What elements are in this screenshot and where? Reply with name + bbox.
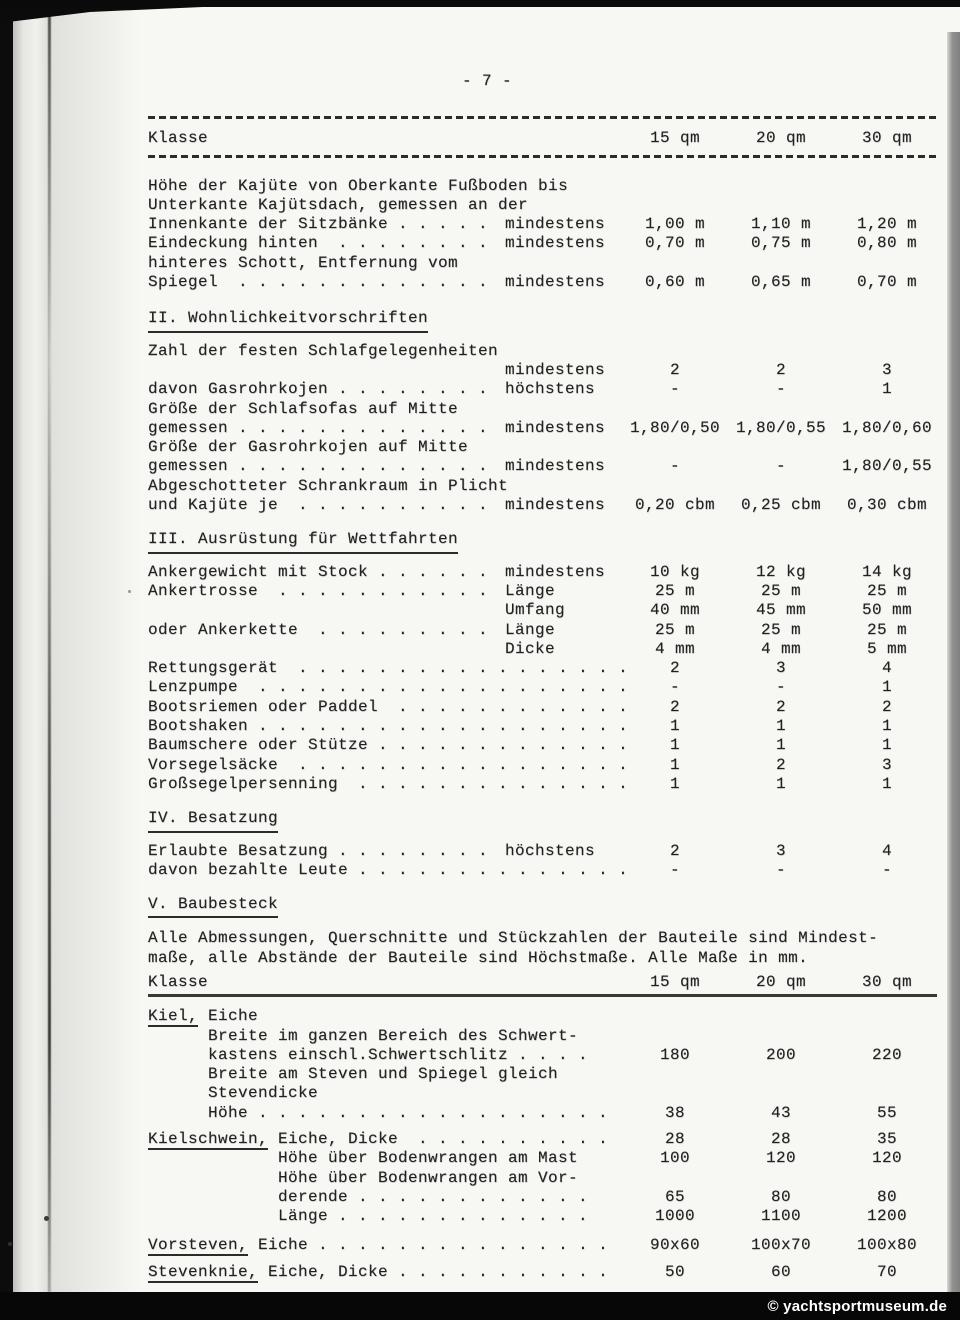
copyright-credit: © yachtsportmuseum.de: [767, 1297, 947, 1315]
term-stevenknie: Stevenknie,: [148, 1262, 259, 1281]
section-heading-wohnlichkeit: II. Wohnlichkeitvorschriften: [148, 309, 940, 332]
spec-row: Ankertrosse . . . . . . . . . . . Länge 25 m 25 m 25 m: [148, 581, 907, 600]
spec-row: Lenzpumpe . . . . . . . . . . . . . . . . . . . - - 1: [148, 678, 892, 697]
spec-row: Dicke 4 mm 4 mm 5 mm: [505, 639, 907, 658]
spec-row: Länge . . . . . . . . . . . . . 1000 1100 1200: [278, 1207, 907, 1226]
section-besatzung-rows: [148, 842, 940, 881]
spec-row: Höhe der Kajüte von Oberkante Fußboden bis: [148, 176, 569, 195]
baubesteck-note-line2: maße, alle Abstände der Bauteile sind Höchstmaße. Alle Maße in mm.: [148, 948, 809, 967]
baubesteck-header-row: [148, 973, 937, 997]
spec-row: Ankergewicht mit Stock . . . . . . mindestens 10 kg 12 kg 14 kg: [148, 562, 912, 581]
page-edge-right: [947, 32, 960, 1292]
spec-row: Bootshaken . . . . . . . . . . . . . . . . . . . 1 1 1: [148, 717, 892, 736]
spec-row: gemessen . . . . . . . . . . . . . mindestens - - 1,80/0,55: [148, 457, 932, 476]
spec-row: Höhe über Bodenwrangen am Mast 100 120 120: [278, 1149, 902, 1168]
dashed-rule: [148, 116, 937, 119]
spec-row: Kiel, Eiche: [148, 1007, 259, 1026]
page-gutter-shade: [51, 0, 141, 1292]
section-cabin-dimensions: [148, 177, 940, 293]
column-header-15qm: 15 qm: [649, 129, 700, 148]
spec-row: Größe der Schlafsofas auf Mitte: [148, 399, 459, 418]
spec-row: Innenkante der Sitzbänke . . . . . mindestens 1,00 m 1,10 m 1,20 m: [148, 215, 917, 234]
page-number: - 7 -: [462, 72, 513, 90]
spec-row: Breite im ganzen Bereich des Schwert-: [208, 1026, 579, 1045]
spec-row: hinteres Schott, Entfernung vom: [148, 253, 459, 272]
column-header-20qm: 20 qm: [755, 972, 806, 991]
spec-row: Großsegelpersenning . . . . . . . . . . . . . . 1 1 1: [148, 774, 892, 793]
spec-row: Stevenknie, Eiche, Dicke . . . . . . . . . . . 50 60 70: [148, 1262, 897, 1281]
spec-row: Bootsriemen oder Paddel . . . . . . . . . . . . 2 2 2: [148, 697, 892, 716]
section-wohnlichkeit-rows: [148, 342, 940, 516]
page-edge-left: [13, 0, 49, 1292]
document-page: [148, 0, 940, 1282]
classes-header-label: Klasse: [148, 972, 209, 991]
section-heading-baubesteck: V. Baubesteck: [148, 895, 940, 918]
term-kiel: Kiel,: [148, 1007, 199, 1026]
section-ausruestung-rows: [148, 563, 940, 795]
baubesteck-note-line1: Alle Abmessungen, Querschnitte und Stückzahlen der Bauteile sind Mindest-: [148, 929, 879, 948]
spec-row: Stevendicke: [208, 1084, 319, 1103]
section-heading-ausruestung: III. Ausrüstung für Wettfahrten: [148, 530, 940, 553]
scan-speck: [128, 590, 131, 593]
spec-row: derende . . . . . . . . . . . . 65 80 80: [278, 1187, 897, 1206]
spec-row: Unterkante Kajütsdach, gemessen an der: [148, 195, 529, 214]
spec-row: Zahl der festen Schlafgelegenheiten: [148, 341, 499, 360]
section-heading-besatzung: IV. Besatzung: [148, 809, 940, 832]
spec-row: mindestens 2 2 3: [505, 360, 892, 379]
spec-row: Spiegel . . . . . . . . . . . . . mindestens 0,60 m 0,65 m 0,70 m: [148, 273, 917, 292]
column-header-30qm: 30 qm: [861, 972, 912, 991]
term-kielschwein: Kielschwein,: [148, 1130, 269, 1149]
spec-row: Eindeckung hinten . . . . . . . . mindestens 0,70 m 0,75 m 0,80 m: [148, 234, 917, 253]
spec-row: Umfang 40 mm 45 mm 50 mm: [505, 601, 912, 620]
spec-row: gemessen . . . . . . . . . . . . . mindestens 1,80/0,50 1,80/0,55 1,80/0,60: [148, 418, 932, 437]
spec-row: Größe der Gasrohrkojen auf Mitte: [148, 438, 469, 457]
term-vorsteven: Vorsteven,: [148, 1235, 249, 1254]
group-kielschwein: [148, 1130, 940, 1226]
watermark-bar: [0, 1292, 960, 1320]
spec-row: Rettungsgerät . . . . . . . . . . . . . . . . . 2 3 4: [148, 659, 892, 678]
column-header-20qm: 20 qm: [755, 129, 806, 148]
book-spine-shadow: [0, 0, 13, 1320]
spec-row: Kielschwein, Eiche, Dicke . . . . . . . . . . 28 28 35: [148, 1130, 897, 1149]
spec-row: Abgeschotteter Schrankraum in Plicht: [148, 476, 509, 495]
scan-speck: [8, 1242, 12, 1246]
column-header-30qm: 30 qm: [861, 129, 912, 148]
spec-row: Vorsegelsäcke . . . . . . . . . . . . . . . . . 1 2 3: [148, 755, 892, 774]
column-header-15qm: 15 qm: [649, 972, 700, 991]
scan-speck: [44, 1216, 49, 1221]
spec-row: Vorsteven, Eiche . . . . . . . . . . . . . . . 90x60 100x70 100x80: [148, 1235, 917, 1254]
spec-row: Breite am Steven und Spiegel gleich: [208, 1065, 559, 1084]
spec-row: und Kajüte je . . . . . . . . . . mindestens 0,20 cbm 0,25 cbm 0,30 cbm: [148, 496, 927, 515]
group-kiel: [148, 1007, 940, 1123]
spec-row: oder Ankerkette . . . . . . . . . Länge 25 m 25 m 25 m: [148, 620, 907, 639]
spec-row: davon bezahlte Leute . . . . . . . . . . . . . . - - -: [148, 860, 892, 879]
spec-row: Höhe über Bodenwrangen am Vor-: [278, 1168, 579, 1187]
spec-row: Baumschere oder Stütze . . . . . . . . . . . . . 1 1 1: [148, 736, 892, 755]
classes-header-row: [148, 129, 940, 148]
classes-header-label: Klasse: [148, 129, 209, 148]
spec-row: Höhe . . . . . . . . . . . . . . . . . . 38 43 55: [208, 1103, 897, 1122]
spec-row: Erlaubte Besatzung . . . . . . . . höchstens 2 3 4: [148, 841, 892, 860]
spec-row: davon Gasrohrkojen . . . . . . . . höchstens - - 1: [148, 380, 892, 399]
spec-row: kastens einschl.Schwertschlitz . . . . 180 200 220: [208, 1045, 902, 1064]
dashed-rule: [148, 155, 937, 158]
